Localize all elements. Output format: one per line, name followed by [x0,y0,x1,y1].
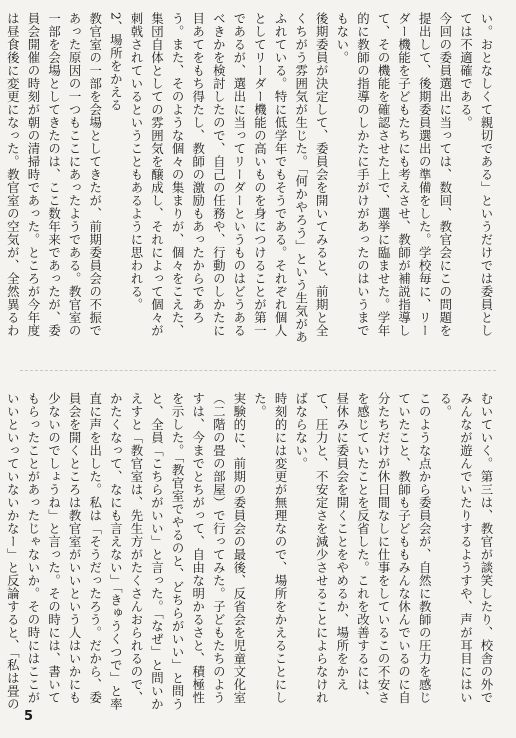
paragraph: 時刻的には変更が無理なので、場所をかえることにした。 [252,392,289,704]
page-number: 5 [24,709,34,724]
paragraph: むいていく。第三は、教官が談笑したり、校舎の外でみんなが遊んでいたりするようすや、声が耳目にはいる。 [437,392,494,704]
paragraph: 今回の委員選出に当っては、数回、教官会にこの問題を提出して、後期委員選出の準備をした。学校毎に、リーダー機能を子どもたちにも考えさせ、教師が補説指導して、その機能を確認させた上で、選挙に臨ませた。学年的に教師の指導のしかたに手がけがあったのはいうまでもない。 [334,12,453,337]
paragraph: 後期委員が決定して、委員会を開いてみると、前期と全くちがう雰囲気が生じた。「何かやろう」という生気があふれている。特に低学年でもそうである。それぞれ個人としてリーダー機能の高いものを身につけることが第一であるが、選出に当ってリーダーというものはどうあるべきかを検討したので、自己の任務や、行動のしかたに目あてをもち得たし、教師の激励もあったからであろう。また、そのような個々の集まりが、個々をこえた、集団自体としての雰囲気を醸成し、それによって個々が刺戟されているということもあるように思われる。 [128,12,330,344]
section-heading: 2、場所をかえる [108,12,124,112]
section-divider [20,370,496,371]
lower-text-block [5,392,496,714]
paragraph: 教官室の一部を会場としてきたが、前期委員会の不振であった原因の一つもここにあったようである。教官室の一部を会場としてきたのは、ここ数年来であったが、委員会開催の時刻が朝の清掃時であった。ところが今年度は昼食後に変更になった。教官室の空気が、全然異るわ [5,12,103,337]
paragraph: い。おとなしくて親切である」というだけでは委員としては不適確である。 [458,12,494,337]
paragraph: 実験的に、前期の委員会の最後、反省会を児童文化室（二階の畳の部屋）で行ってみた。子どもたちのようすは、今までとちがって、自由な明かるさと、積極性を示した。「教官室でやるのと、どちらがいい」と問うと、全員「こちらがいい」と言った。「なぜ」と問いかえすと「教官室は、先生方がたくさんおられるので、かたくなって、なにも言えない」「きゅうくつで」と率直に声を出した。私は「そうだったろう。だから、委員会を開くところは教官室がいいという人はいかにも少ないのでしょうね」と言った。その時には、書いてもらったことがあったじゃないか。その時にはここがいいといっていないかなー」と反論すると、「私は畳の [5,392,247,711]
upper-text-block [5,12,496,344]
paragraph: このような点から委員会が、自然に教師の圧力を感じていたこと、教師も子どももみんな休んでいるのに自分たちだけが休日間なしに仕事をしているこの不安さを感じていたことを反省した。これを改善するには、昼休みに委員会を開くことをやめるか、場所をかえて、圧力と、不安定さを減少させることによらなければならない。 [293,392,433,704]
